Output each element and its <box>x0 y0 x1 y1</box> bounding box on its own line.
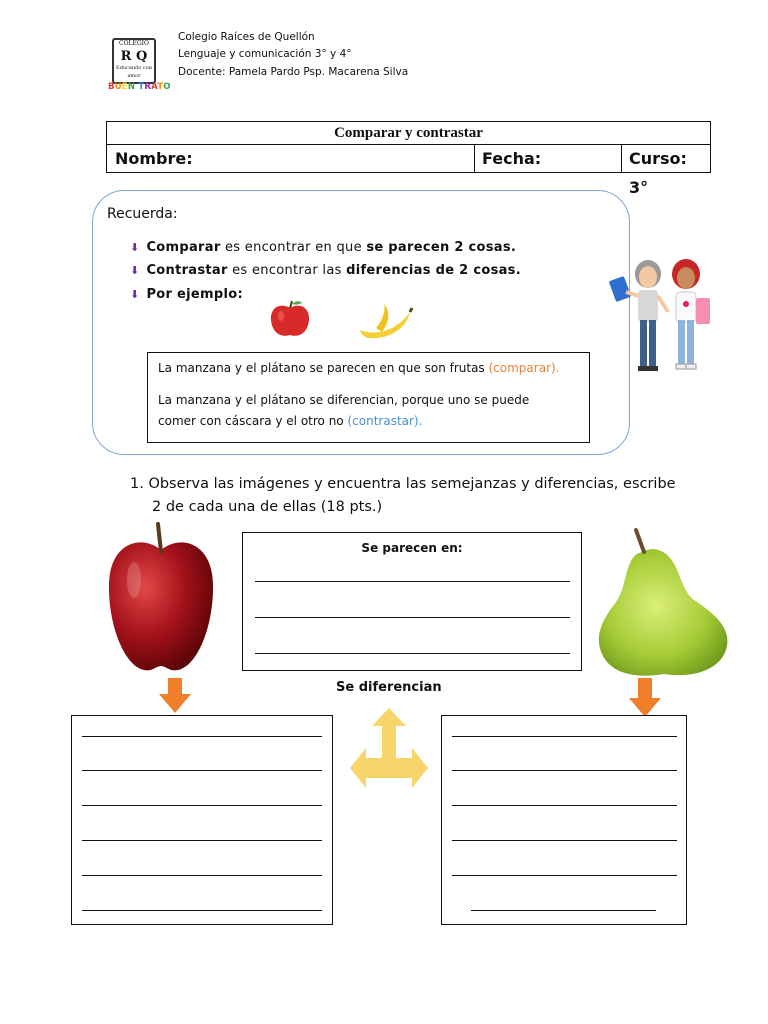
apple-differences-box <box>71 715 333 925</box>
answer-line[interactable] <box>471 910 656 911</box>
question-line-2: 2 de cada una de ellas (18 pts.) <box>152 499 383 515</box>
pear-image <box>594 526 730 682</box>
buen-trato-letter: T <box>157 82 164 92</box>
answer-line[interactable] <box>452 875 677 876</box>
buen-trato-letter: O <box>163 82 171 92</box>
answer-line[interactable] <box>255 581 570 582</box>
apple-image <box>104 520 218 674</box>
small-banana-icon <box>356 300 416 342</box>
bullet-contrastar <box>130 263 521 278</box>
example-compare <box>158 358 560 379</box>
example-box <box>147 352 590 443</box>
school-name: Colegio Raíces de Quellón <box>178 31 315 43</box>
recuerda-heading: Recuerda: <box>107 206 178 222</box>
bullet-bold: Comparar <box>146 240 221 255</box>
example-contrast-2 <box>158 411 422 432</box>
buen-trato-letter: E <box>121 82 128 92</box>
three-way-arrow-icon <box>350 708 428 794</box>
buen-trato-letter: T <box>138 82 145 92</box>
subject-line: Lenguaje y comunicación 3° y 4° <box>178 48 352 60</box>
small-apple-icon <box>266 298 314 340</box>
answer-line[interactable] <box>82 736 322 737</box>
buen-trato-letter: R <box>144 82 152 92</box>
example-contrast-1: La manzana y el plátano se diferencian, porque uno se puede <box>158 393 530 407</box>
differences-label: Se diferencian <box>336 680 442 695</box>
answer-line[interactable] <box>82 840 322 841</box>
buen-trato-letter: N <box>127 82 136 92</box>
table-divider <box>621 144 622 173</box>
buen-trato-letter: A <box>151 82 158 92</box>
worksheet-title: Comparar y contrastar <box>107 122 710 145</box>
bullet-text: es encontrar en que <box>220 240 367 255</box>
question-line-1: 1. Observa las imágenes y encuentra las semejanzas y diferencias, escribe <box>130 476 676 492</box>
answer-line[interactable] <box>82 805 322 806</box>
pear-differences-box <box>441 715 687 925</box>
answer-line[interactable] <box>82 910 322 911</box>
bullet-arrow-icon: ⬇ <box>130 288 140 301</box>
bullet-bold: se parecen 2 cosas. <box>366 240 517 255</box>
answer-line[interactable] <box>255 653 570 654</box>
school-logo <box>112 38 156 84</box>
answer-line[interactable] <box>82 875 322 876</box>
title-table <box>106 121 711 197</box>
logo-letters: R Q <box>120 49 148 64</box>
down-arrow-icon <box>158 678 192 714</box>
bullet-arrow-icon: ⬇ <box>130 264 140 277</box>
question-1 <box>130 473 676 519</box>
logo-text: COLEGIO <box>119 40 149 47</box>
bullet-arrow-icon: ⬇ <box>130 241 140 254</box>
bullet-bold: diferencias de 2 cosas. <box>346 263 521 278</box>
answer-line[interactable] <box>452 840 677 841</box>
teachers-avatar-illustration <box>606 252 726 380</box>
nombre-label: Nombre: <box>115 149 193 168</box>
bullet-text: es encontrar las <box>227 263 347 278</box>
down-arrow-icon <box>628 678 662 718</box>
answer-line[interactable] <box>255 617 570 618</box>
logo-sub: Educando con amor <box>116 65 152 79</box>
bullet-bold: Contrastar <box>146 263 228 278</box>
table-divider <box>474 144 475 173</box>
teachers-line: Docente: Pamela Pardo Psp. Macarena Silva <box>178 66 409 78</box>
fecha-label: Fecha: <box>482 149 542 168</box>
similarities-title: Se parecen en: <box>361 541 463 555</box>
example-text: comer con cáscara y el otro no <box>158 414 348 428</box>
answer-line[interactable] <box>452 736 677 737</box>
compare-tag: (comparar). <box>488 361 560 375</box>
buen-trato-letter: B <box>108 82 115 92</box>
bullet-bold: Por ejemplo: <box>146 287 243 302</box>
similarities-box <box>242 532 582 671</box>
curso-label: Curso: 3° <box>629 149 687 197</box>
answer-line[interactable] <box>82 770 322 771</box>
contrast-tag: (contrastar). <box>347 414 423 428</box>
buen-trato-logo <box>108 82 171 92</box>
buen-trato-letter: U <box>114 82 122 92</box>
example-text: La manzana y el plátano se parecen en que son frutas <box>158 361 489 375</box>
answer-line[interactable] <box>452 770 677 771</box>
answer-line[interactable] <box>452 805 677 806</box>
bullet-ejemplo <box>130 287 243 302</box>
bullet-comparar <box>130 240 516 255</box>
